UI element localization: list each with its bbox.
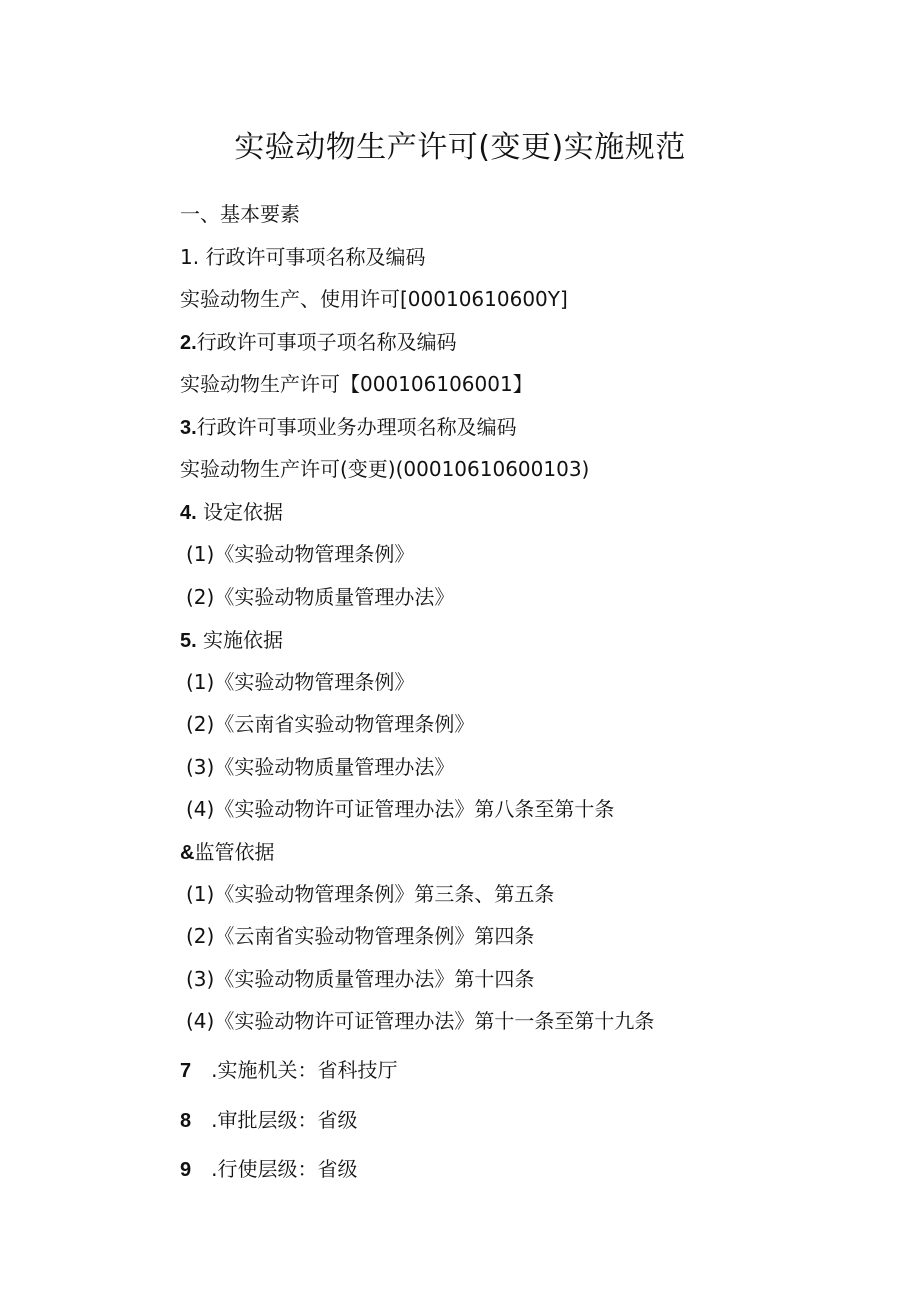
item5-heading-text: 实施依据 — [203, 628, 284, 652]
item5-number: 5. — [180, 630, 197, 652]
item7-number: 7 — [180, 1060, 192, 1082]
item6-heading-text: 监管依据 — [194, 840, 275, 864]
item1-value: 实验动物生产、使用许可[00010610600Y] — [180, 287, 568, 311]
item1-heading: 1. 行政许可事项名称及编码 — [180, 245, 426, 269]
item4-number: 4. — [180, 502, 197, 524]
list-item: (3)《实验动物质量管理办法》 — [186, 755, 455, 779]
list-item: (2)《云南省实验动物管理条例》 — [186, 712, 475, 736]
item3-heading-text: 行政许可事项业务办理项名称及编码 — [196, 415, 517, 439]
list-item: (2)《实验动物质量管理办法》 — [186, 585, 455, 609]
item2-heading-text: 行政许可事项子项名称及编码 — [196, 330, 457, 354]
item9-text: .行使层级：省级 — [211, 1157, 358, 1181]
item8-number: 8 — [180, 1110, 192, 1132]
item3-number: 3. — [180, 417, 197, 439]
item7-line — [180, 1056, 397, 1085]
item4-heading-text: 设定依据 — [203, 500, 284, 524]
item5-heading — [180, 626, 283, 655]
item7-text: .实施机关：省科技厅 — [211, 1058, 398, 1082]
list-item: (1)《实验动物管理条例》第三条、第五条 — [186, 882, 555, 906]
item6-number: & — [180, 842, 195, 864]
item2-value: 实验动物生产许可【000106106001】 — [180, 372, 533, 396]
list-item: (4)《实验动物许可证管理办法》第十一条至第十九条 — [186, 1009, 655, 1033]
section-heading-basic-elements: 一、基本要素 — [180, 202, 300, 226]
item3-value: 实验动物生产许可(变更)(00010610600103) — [180, 457, 590, 481]
list-item: (1)《实验动物管理条例》 — [186, 670, 415, 694]
item2-heading — [180, 328, 457, 357]
document-title: 实验动物生产许可(变更)实施规范 — [234, 130, 686, 165]
item8-text: .审批层级：省级 — [211, 1108, 358, 1132]
item6-heading — [180, 838, 274, 867]
item8-line — [180, 1106, 357, 1135]
list-item: (1)《实验动物管理条例》 — [186, 542, 415, 566]
list-item: (3)《实验动物质量管理办法》第十四条 — [186, 967, 535, 991]
item4-heading — [180, 498, 283, 527]
item2-number: 2. — [180, 332, 197, 354]
item9-line — [180, 1155, 357, 1184]
item3-heading — [180, 413, 517, 442]
item9-number: 9 — [180, 1159, 192, 1181]
list-item: (2)《云南省实验动物管理条例》第四条 — [186, 924, 535, 948]
list-item: (4)《实验动物许可证管理办法》第八条至第十条 — [186, 797, 615, 821]
